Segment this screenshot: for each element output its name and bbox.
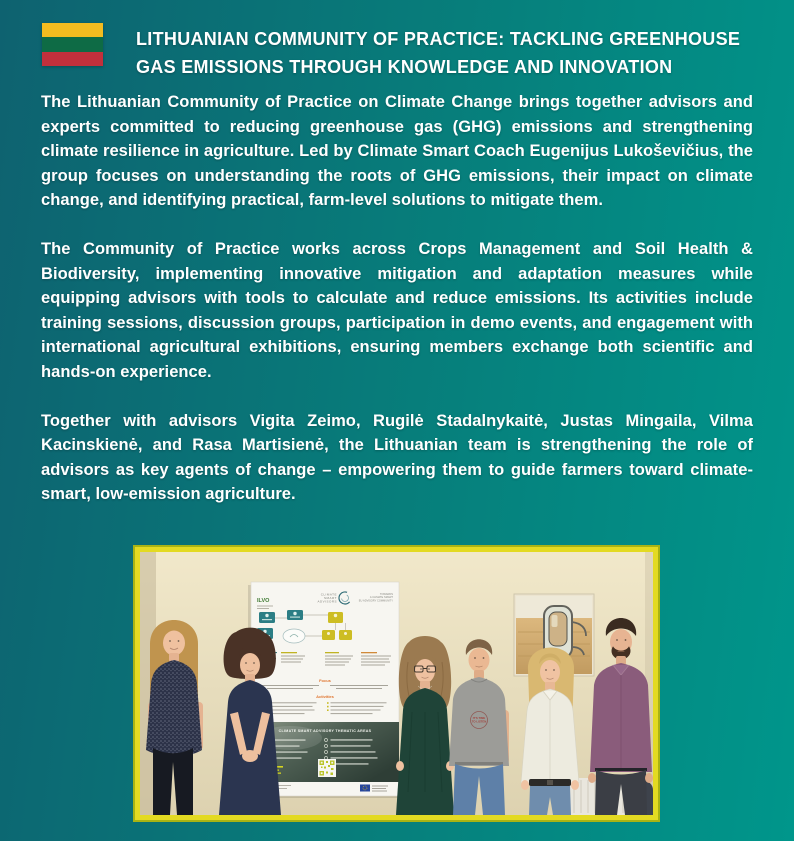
- flag-stripe-red: [42, 52, 103, 66]
- lithuanian-flag: [42, 23, 103, 66]
- title-line-2: GAS EMISSIONS THROUGH KNOWLEDGE AND INNOVATION: [136, 57, 673, 77]
- svg-text:ADVISORS: ADVISORS: [317, 599, 337, 604]
- svg-text:TOWARDS: TOWARDS: [379, 593, 393, 596]
- focus-heading: Focus: [319, 678, 331, 683]
- svg-text:SMART: SMART: [324, 596, 337, 600]
- article-text: [41, 90, 753, 531]
- paragraph: The Community of Practice works across Crops Management and Soil Health & Biodiversity, implementing innovative mitigation and adaptation measures while equipping advisors with tools to calculate and reduce emissions. Its activities include training sessions, discussion groups, participation in demo events, and engagement with international agricultural exhibitions, ensuring members exchange both scientific and hands-on experience.: [41, 239, 753, 381]
- paragraph: Together with advisors Vigita Zeimo, Rugilė Stadalnykaitė, Justas Mingaila, Vilma Kacinskienė, and Rasa Martisienė, the Lithuanian team is strengthening the role of advisors as key agents of change – empowering them to guide farmers toward climate-smart, low-emission agriculture.: [41, 411, 753, 504]
- qr-code: [318, 759, 336, 777]
- paragraph: The Lithuanian Community of Practice on Climate Change brings together advisors and experts committed to reducing greenhouse gas (GHG) emissions and strengthening climate resilience in agriculture. Led by Climate Smart Coach Eugenijus Lukoševičius, the group focuses on understanding the roots of GHG emissions, their impact on climate change, and identifying practical, farm-level solutions to mitigate them.: [41, 93, 753, 210]
- activities-heading: Activities: [316, 694, 334, 699]
- team-photo: [135, 547, 658, 820]
- svg-text:A CLIMATE SMART: A CLIMATE SMART: [369, 596, 393, 600]
- panel-heading: CLIMATE SMART ADVISORY THEMATIC AREAS: [278, 729, 372, 733]
- person-3: [396, 636, 454, 815]
- flag-stripe-green: [42, 37, 103, 51]
- flag-stripe-yellow: [42, 23, 103, 37]
- svg-text:CLIMATE: CLIMATE: [320, 592, 337, 597]
- title-line-1: LITHUANIAN COMMUNITY OF PRACTICE: TACKLING GREENHOUSE: [136, 29, 741, 49]
- person-2: [219, 628, 281, 815]
- page-title: [136, 25, 762, 81]
- tshirt-text-line-2: TO LISTEN: [471, 719, 487, 724]
- eu-flag-icon: [360, 785, 370, 792]
- svg-text:EU ADVISORY COMMUNITY: EU ADVISORY COMMUNITY: [358, 599, 393, 603]
- tshirt-text-line-1: IT'S TIME: [472, 716, 486, 720]
- poster-org-label: ILVO: [257, 598, 270, 604]
- photo-illustration: [140, 552, 653, 815]
